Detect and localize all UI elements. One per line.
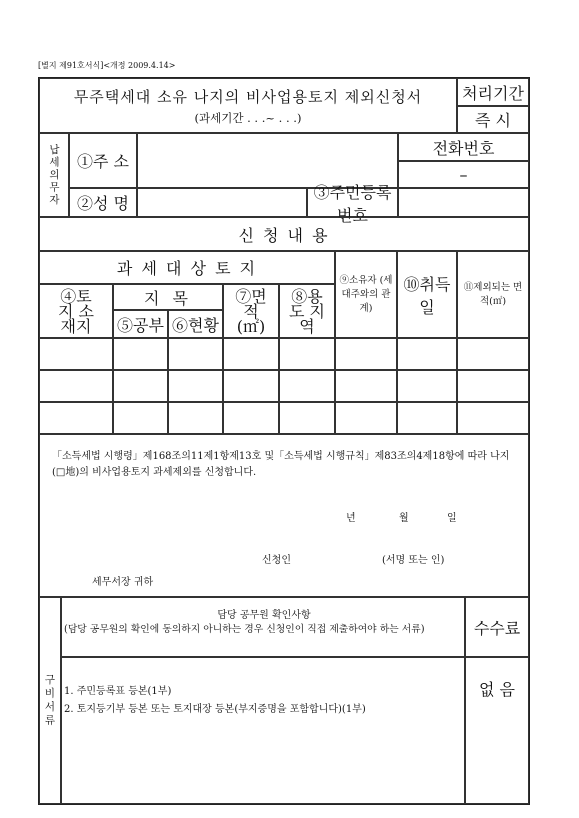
documents-heading: 담당 공무원 확인사항 (217, 610, 311, 621)
cell-excluded-area[interactable] (457, 338, 529, 370)
phone-field[interactable]: – (398, 161, 529, 188)
cell-acquired[interactable] (397, 402, 457, 434)
col-owner-text: ⑨소유자 (세대주와의 관계) (339, 274, 393, 314)
form-title: 무주택세대 소유 나지의 비사업용토지 제외신청서 (73, 87, 423, 106)
cell-acquired[interactable] (397, 370, 457, 402)
col-location-text: ④토지 소재지 (58, 286, 94, 336)
cell-gongbu[interactable] (113, 370, 168, 402)
documents-note: (담당 공무원의 확인에 동의하지 아니하는 경우 신청인이 직접 제출하여야 하는 서류) (64, 624, 425, 635)
cell-hyeonhwang[interactable] (168, 338, 223, 370)
taxpayer-label-text: 납세의무자 (48, 143, 60, 207)
rrn-label: ③주민등록번호 (307, 188, 398, 217)
col-area-text: ⑦면적 (㎡) (235, 286, 267, 336)
application-form (38, 77, 530, 805)
table-row (39, 402, 529, 434)
cell-area[interactable] (223, 402, 279, 434)
address-label: ①주 소 (69, 133, 137, 188)
documents-label-text: 구비서류 (43, 673, 56, 728)
col-hyeonhwang-header: ⑥현황 (168, 310, 223, 338)
cell-location[interactable] (39, 402, 113, 434)
fee-value: 없 음 (465, 657, 529, 804)
processing-period-value: 즉 시 (457, 106, 529, 133)
col-gongbu-header: ⑤공부 (113, 310, 168, 338)
form-reference: [별지 제91호서식]<개정 2009.4.14> (38, 61, 176, 70)
title-box (39, 78, 457, 133)
cell-excluded-area[interactable] (457, 402, 529, 434)
col-acquired-header: ⑩취득일 (397, 251, 457, 338)
cell-hyeonhwang[interactable] (168, 370, 223, 402)
signature-label: (서명 또는 인) (382, 555, 445, 566)
name-field[interactable] (137, 188, 307, 217)
document-item: 2. 토지등기부 등본 또는 토지대장 등본(부지증명을 포함합니다)(1부) (64, 704, 366, 715)
document-item: 1. 주민등록표 등본(1부) (64, 686, 172, 697)
addressee: 세무서장 귀하 (92, 577, 154, 588)
cell-owner[interactable] (335, 338, 397, 370)
phone-label: 전화번호 (398, 133, 529, 161)
cell-location[interactable] (39, 338, 113, 370)
cell-hyeonhwang[interactable] (168, 402, 223, 434)
cell-gongbu[interactable] (113, 338, 168, 370)
col-area-header (223, 284, 279, 338)
taxpayer-section-label (39, 133, 69, 217)
cell-area[interactable] (223, 338, 279, 370)
documents-info-box (61, 597, 465, 657)
name-label: ②성 명 (69, 188, 137, 217)
applicant-label: 신청인 (262, 555, 291, 566)
cell-zone[interactable] (279, 370, 335, 402)
col-zone-text: ⑧용도 지역 (289, 286, 325, 336)
cell-location[interactable] (39, 370, 113, 402)
documents-list-box (61, 657, 465, 804)
date-day: 일 (447, 513, 457, 524)
cell-zone[interactable] (279, 402, 335, 434)
cell-excluded-area[interactable] (457, 370, 529, 402)
rrn-field[interactable] (398, 188, 529, 217)
fee-label: 수수료 (465, 597, 529, 657)
col-location-header (39, 284, 113, 338)
documents-section-label (39, 597, 61, 804)
col-owner-header (335, 251, 397, 338)
cell-area[interactable] (223, 370, 279, 402)
processing-period-label: 처리기간 (457, 78, 529, 106)
col-excluded-area-text: ⑪제외되는 면적(㎡) (463, 281, 523, 307)
cell-owner[interactable] (335, 370, 397, 402)
tax-period: (과세기간 . . .~ . . .) (194, 110, 302, 125)
cell-gongbu[interactable] (113, 402, 168, 434)
date-year: 년 (346, 513, 356, 524)
date-month: 월 (399, 513, 409, 524)
cell-zone[interactable] (279, 338, 335, 370)
cell-owner[interactable] (335, 402, 397, 434)
cell-acquired[interactable] (397, 338, 457, 370)
col-zone-header (279, 284, 335, 338)
request-section-title: 신 청 내 용 (39, 217, 529, 251)
table-row (39, 338, 529, 370)
table-row (39, 370, 529, 402)
col-jimok-header: 지 목 (113, 284, 223, 310)
taxable-land-group: 과 세 대 상 토 지 (39, 251, 335, 284)
declaration-box (39, 434, 529, 597)
declaration-text: 「소득세법 시행령」제168조의11제1항제13호 및「소득세법 시행규칙」제83조의4제18항에 따라 나지(□地)의 비사업용토지 과세제외를 신청합니다. (52, 451, 510, 478)
col-excluded-area-header (457, 251, 529, 338)
